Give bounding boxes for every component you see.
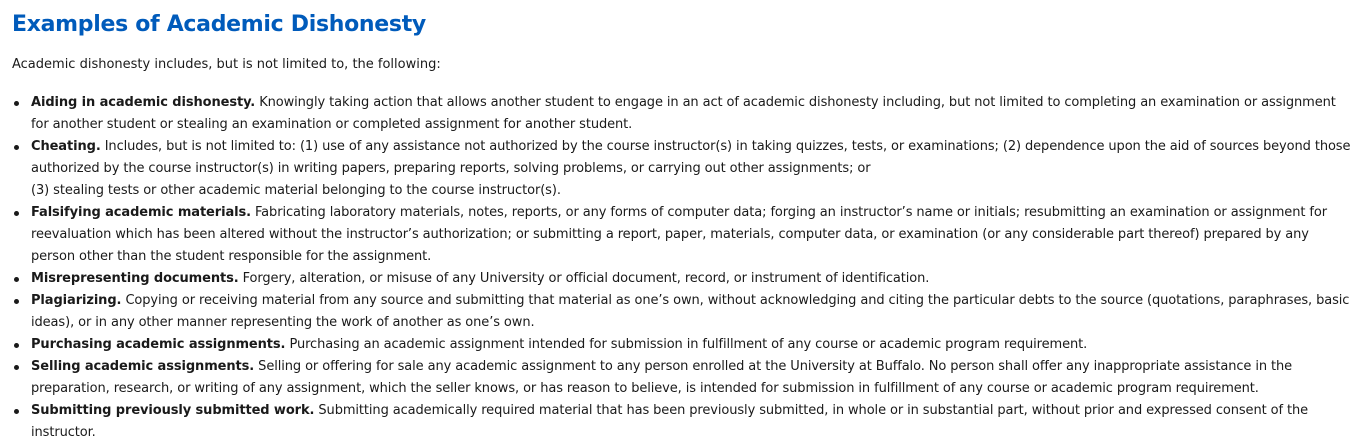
list-item-misrepresenting — [31, 268, 1352, 290]
item-description: Includes, but is not limited to: (1) use of any assistance not authorized by the course instructor(s) in taking quizzes, tests, or examinations; (2) dependence upon the aid of sources beyond those authorized by the course instructor(s) in writing papers, preparing reports, solving problems, or carrying out other assignments; or — [31, 139, 1351, 176]
item-term: Cheating. — [31, 139, 101, 154]
bullet-icon — [14, 145, 19, 150]
item-term: Plagiarizing. — [31, 293, 122, 308]
item-term: Misrepresenting documents. — [31, 271, 239, 286]
list-item-submitting — [31, 400, 1352, 444]
item-description: Fabricating laboratory materials, notes, reports, or any forms of computer data; forging an instructor’s name or initials; resubmitting an examination or assignment for reevaluation which has been altered without the instructor’s authorization; or submitting a report, paper, materials, computer data, or examination (or any considerable part thereof) prepared by any person other than the student responsible for the assignment. — [31, 205, 1327, 264]
item-description: Forgery, alteration, or misuse of any University or official document, record, or instrument of identification. — [242, 271, 930, 286]
list-item-selling — [31, 356, 1352, 400]
item-description: Selling or offering for sale any academic assignment to any person enrolled at the University at Buffalo. No person shall offer any inappropriate assistance in the preparation, research, or writing of any assignment, which the seller knows, or has reason to believe, is intended for submission in fulfillment of any course or academic program requirement. — [31, 359, 1293, 396]
dishonesty-list — [12, 92, 1352, 444]
list-item-cheating — [31, 136, 1352, 202]
bullet-icon — [14, 277, 19, 282]
bullet-icon — [14, 101, 19, 106]
item-description: Purchasing an academic assignment intended for submission in fulfillment of any course or academic program requirement. — [289, 337, 1088, 352]
bullet-icon — [14, 409, 19, 414]
item-description: Submitting academically required material that has been previously submitted, in whole or in substantial part, without prior and expressed consent of the instructor. — [31, 403, 1309, 440]
list-item-falsifying — [31, 202, 1352, 268]
list-item-purchasing — [31, 334, 1352, 356]
item-term: Selling academic assignments. — [31, 359, 255, 374]
bullet-icon — [14, 365, 19, 370]
item-description: Copying or receiving material from any source and submitting that material as one’s own, without acknowledging and citing the particular debts to the source (quotations, paraphrases, basic ideas), or in any other manner representing the work of another as one’s own. — [31, 293, 1350, 330]
item-description: Knowingly taking action that allows another student to engage in an act of academic dishonesty including, but not limited to completing an examination or assignment for another student or stealing an examination or completed assignment for another student. — [31, 95, 1336, 132]
bullet-icon — [14, 211, 19, 216]
page-title: Examples of Academic Dishonesty — [12, 12, 426, 37]
item-term: Purchasing academic assignments. — [31, 337, 286, 352]
intro-text: Academic dishonesty includes, but is not limited to, the following: — [12, 57, 441, 72]
item-term: Falsifying academic materials. — [31, 205, 251, 220]
item-description-continued: (3) stealing tests or other academic material belonging to the course instructor(s). — [31, 183, 561, 198]
list-item-aiding — [31, 92, 1352, 136]
item-term: Submitting previously submitted work. — [31, 403, 315, 418]
bullet-icon — [14, 299, 19, 304]
bullet-icon — [14, 343, 19, 348]
item-term: Aiding in academic dishonesty. — [31, 95, 256, 110]
list-item-plagiarizing — [31, 290, 1352, 334]
